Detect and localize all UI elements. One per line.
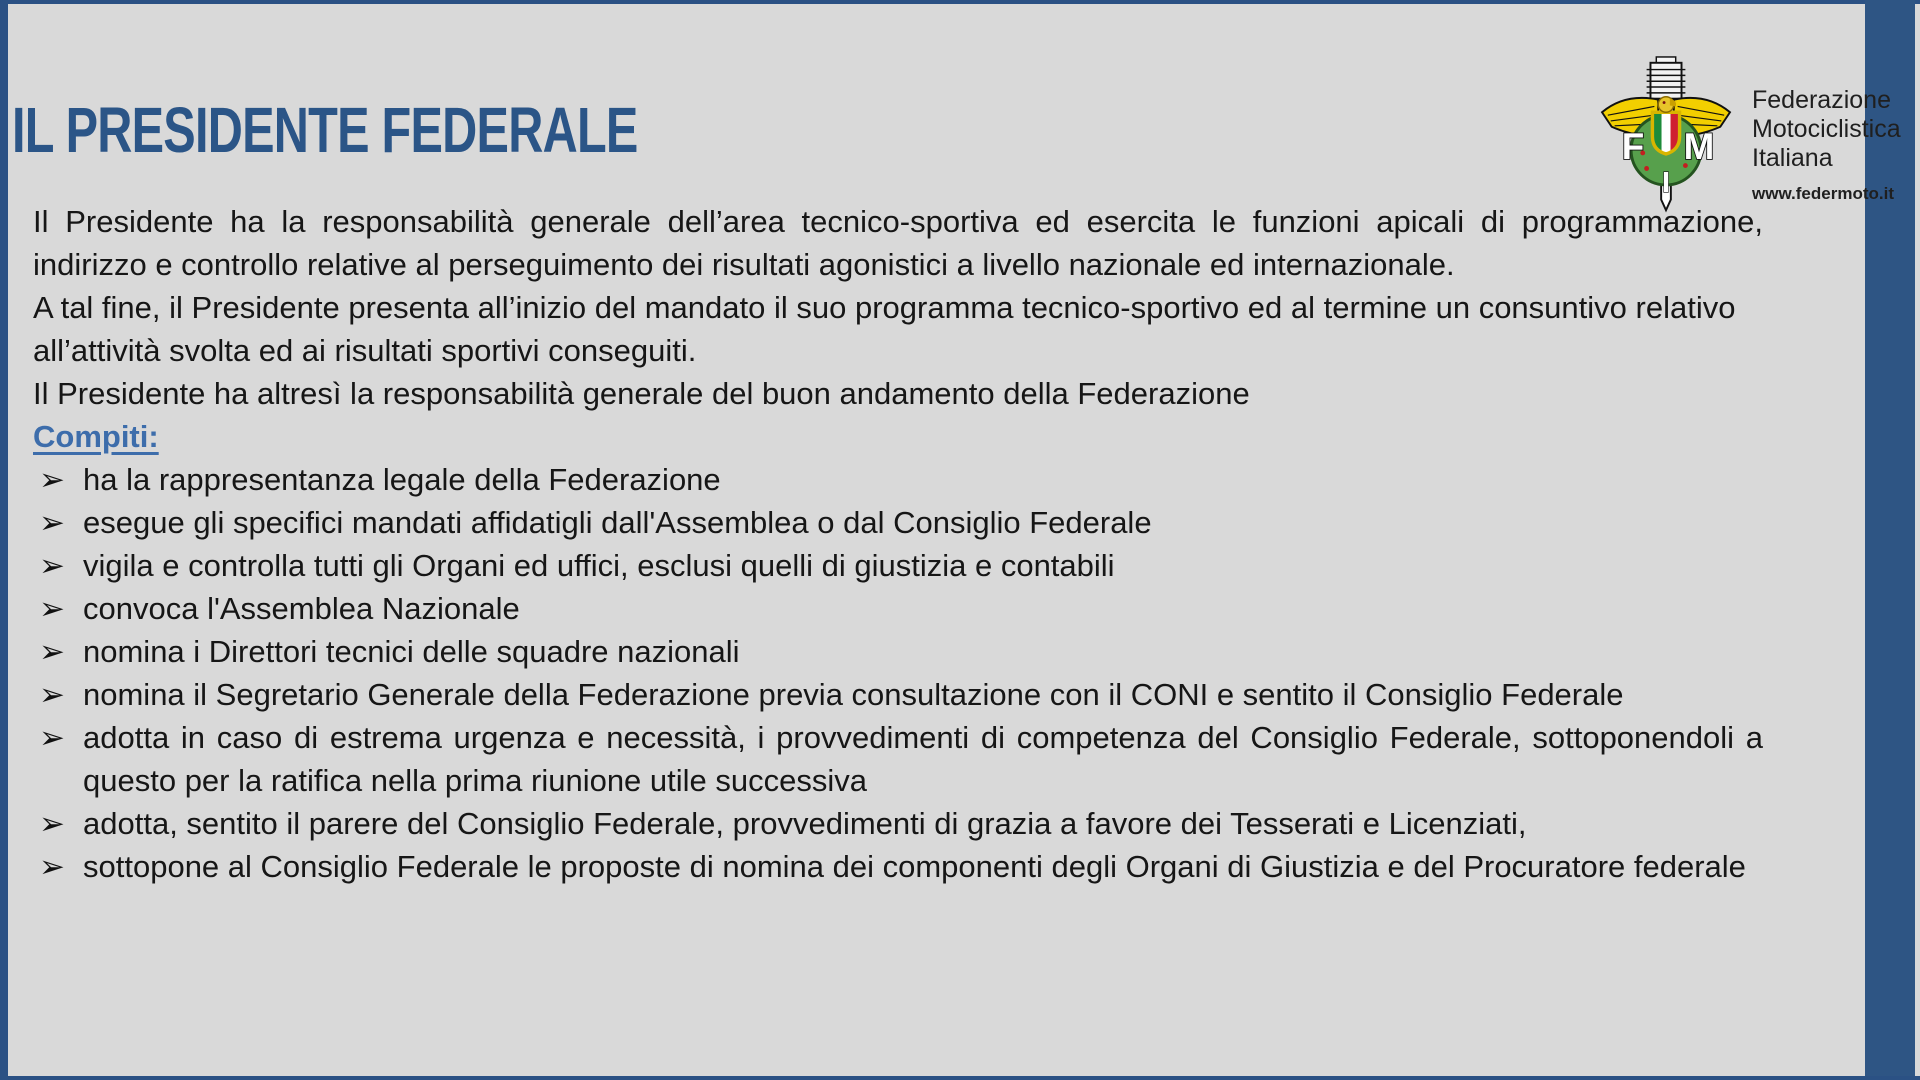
- arrow-bullet-icon: ➢: [39, 505, 65, 540]
- task-text: esegue gli specifici mandati affidatigli dall'Assemblea o dal Consiglio Federale: [83, 505, 1152, 540]
- page-title: IL PRESIDENTE FEDERALE: [12, 93, 638, 166]
- task-item: [39, 673, 1763, 716]
- arrow-bullet-icon: ➢: [39, 634, 65, 669]
- tasks-list: [33, 458, 1763, 888]
- task-item: [39, 845, 1763, 888]
- task-item: [39, 501, 1763, 544]
- logo-letter-i: I: [1661, 166, 1671, 199]
- task-text: vigila e controlla tutti gli Organi ed uffici, esclusi quelli di giustizia e contabili: [83, 548, 1115, 583]
- task-text: nomina il Segretario Generale della Federazione previa consultazione con il CONI e sentito il Consiglio Federale: [83, 677, 1624, 712]
- arrow-bullet-icon: ➢: [39, 806, 65, 841]
- bottom-border-bar: [0, 1076, 1920, 1080]
- logo-org-line3: Italiana: [1752, 144, 1833, 172]
- left-border-bar: [0, 0, 8, 1080]
- top-border-bar: [0, 0, 1920, 4]
- task-text: sottopone al Consiglio Federale le proposte di nomina dei componenti degli Organi di Giustizia e del Procuratore federale: [83, 849, 1746, 884]
- logo-org-line1: Federazione: [1752, 86, 1891, 114]
- logo-org-line2: Motociclistica: [1752, 115, 1901, 143]
- task-item: [39, 587, 1763, 630]
- fmi-winged-wheel-icon: [1598, 56, 1734, 216]
- slide-body: [33, 200, 1763, 888]
- fmi-logo: [1598, 56, 1738, 216]
- task-item: [39, 630, 1763, 673]
- arrow-bullet-icon: ➢: [39, 548, 65, 583]
- paragraph-program: A tal fine, il Presidente presenta all’inizio del mandato il suo programma tecnico-sportivo ed al termine un consuntivo relativo all’attività svolta ed ai risultati sportivi conseguiti.: [33, 290, 1736, 368]
- arrow-bullet-icon: ➢: [39, 462, 65, 497]
- task-text: convoca l'Assemblea Nazionale: [83, 591, 520, 626]
- arrow-bullet-icon: ➢: [39, 720, 65, 755]
- task-text: ha la rappresentanza legale della Federazione: [83, 462, 721, 497]
- task-text: adotta, sentito il parere del Consiglio Federale, provvedimenti di grazia a favore dei Tesserati e Licenziati,: [83, 806, 1527, 841]
- logo-letter-f: F: [1621, 125, 1645, 167]
- logo-letter-m: M: [1683, 125, 1715, 167]
- task-text: nomina i Direttori tecnici delle squadre nazionali: [83, 634, 740, 669]
- arrow-bullet-icon: ➢: [39, 677, 65, 712]
- paragraph-responsibility: Il Presidente ha la responsabilità generale dell’area tecnico-sportiva ed esercita le funzioni apicali di programmazione, indirizzo e controllo relative al perseguimento dei risultati agonistici a livello nazionale ed internazionale.: [33, 204, 1763, 282]
- task-item: [39, 716, 1763, 802]
- task-item: [39, 458, 1763, 501]
- logo-website-url: www.federmoto.it: [1752, 184, 1894, 203]
- tasks-heading: Compiti:: [33, 419, 159, 454]
- arrow-bullet-icon: ➢: [39, 591, 65, 626]
- arrow-bullet-icon: ➢: [39, 849, 65, 884]
- paragraph-andamento: Il Presidente ha altresì la responsabilità generale del buon andamento della Federazione: [33, 376, 1250, 411]
- task-item: [39, 802, 1763, 845]
- task-text: adotta in caso di estrema urgenza e necessità, i provvedimenti di competenza del Consiglio Federale, sottoponendoli a questo per la ratifica nella prima riunione utile successiva: [83, 720, 1763, 798]
- task-item: [39, 544, 1763, 587]
- logo-org-name: [1752, 86, 1901, 173]
